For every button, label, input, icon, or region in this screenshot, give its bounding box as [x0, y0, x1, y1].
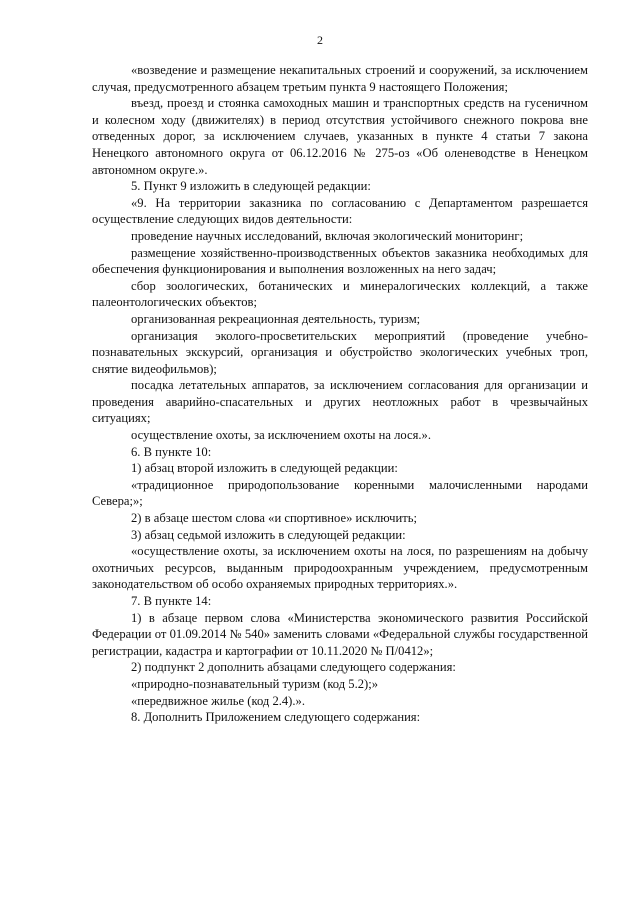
paragraph: «возведение и размещение некапитальных строений и сооружений, за исключением случая, предусмотренного абзацем третьим пункта 9 настоящего Положения;: [92, 63, 588, 94]
paragraph: 5. Пункт 9 изложить в следующей редакции:: [131, 179, 371, 194]
paragraph: организованная рекреационная деятельность, туризм;: [131, 311, 421, 326]
paragraph: «природно-познавательный туризм (код 5.2);»: [131, 676, 379, 691]
paragraph: 2) в абзаце шестом слова «и спортивное» исключить;: [131, 511, 418, 526]
paragraph: 1) абзац второй изложить в следующей редакции:: [131, 461, 398, 476]
paragraph: «передвижное жилье (код 2.4).».: [131, 693, 305, 708]
paragraph: 8. Дополнить Приложением следующего содержания:: [131, 710, 421, 725]
paragraph: 2) подпункт 2 дополнить абзацами следующего содержания:: [131, 660, 456, 675]
paragraph: «осуществление охоты, за исключением охоты на лося, по разрешениям на добычу охотничьих ресурсов, выданным природоохранным учреждением, предусмотренным законодательством об особо охраняемых природных территориях.».: [92, 544, 588, 592]
paragraph: въезд, проезд и стоянка самоходных машин и транспортных средств на гусеничном и колесном ходу (движителях) в период отсутствия устойчивого снежного покрова вне отведенных дорог, за исключением случаев, указанных в пункте 4 статьи 7 закона Ненецкого автономного округа от 06.12.2016 № 275-оз «Об оленеводстве в Ненецком автономном округе.».: [92, 96, 588, 177]
page-number: 2: [317, 33, 323, 47]
paragraph: проведение научных исследований, включая экологический мониторинг;: [131, 228, 524, 243]
paragraph: 1) в абзаце первом слова «Министерства экономического развития Российской Федерации от 01.09.2014 № 540» заменить словами «Федеральной службы государственной регистрации, кадастра и картографии от 10.11.2020 № П/0412»;: [92, 610, 588, 658]
paragraph: «традиционное природопользование коренными малочисленными народами Севера;»;: [92, 477, 588, 509]
paragraph: 6. В пункте 10:: [131, 444, 212, 459]
paragraph: сбор зоологических, ботанических и минералогических коллекций, а также палеонтологических объектов;: [92, 278, 588, 310]
paragraph: 3) абзац седьмой изложить в следующей редакции:: [131, 527, 406, 542]
paragraph: размещение хозяйственно-производственных объектов заказника необходимых для обеспечения функционирования и выполнения возложенных на него задач;: [92, 245, 588, 277]
paragraph: посадка летательных аппаратов, за исключением согласования для организации и проведения аварийно-спасательных и других неотложных работ в чрезвычайных ситуациях;: [92, 378, 588, 426]
paragraph: осуществление охоты, за исключением охоты на лося.».: [131, 428, 431, 443]
paragraph: организация эколого-просветительских мероприятий (проведение учебно-познавательных экскурсий, организация и обустройство экологических учебных троп, снятие видеофильмов);: [92, 328, 588, 376]
paragraph: 7. В пункте 14:: [131, 594, 212, 608]
paragraph: «9. На территории заказника по согласованию с Департаментом разрешается осуществление следующих видов деятельности:: [92, 195, 588, 227]
document-body: [92, 62, 588, 726]
